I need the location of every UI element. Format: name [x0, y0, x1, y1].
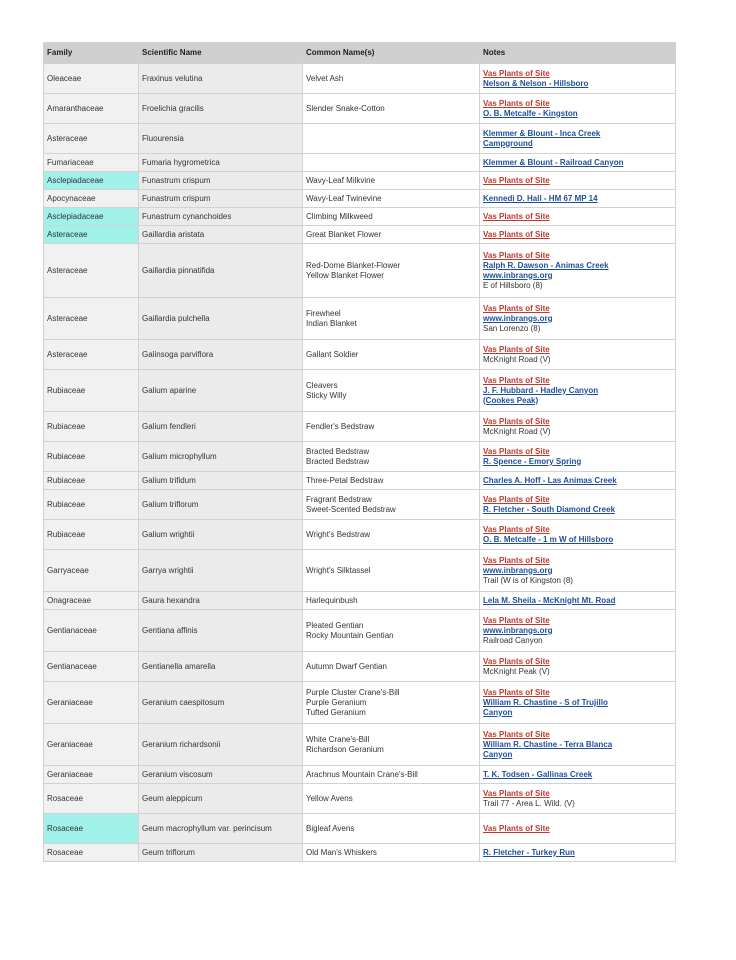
note-link[interactable]: Vas Plants of Site	[483, 788, 550, 798]
cell-family: Fumariaceae	[44, 154, 139, 172]
note-link[interactable]: William R. Chastine - Terra Blanca	[483, 739, 613, 749]
table-row	[44, 652, 676, 682]
cell-notes	[480, 652, 676, 682]
note-link[interactable]: Vas Plants of Site	[483, 494, 550, 504]
cell-notes	[480, 412, 676, 442]
cell-family: Asteraceae	[44, 226, 139, 244]
cell-common-names	[303, 814, 480, 844]
table-row	[44, 592, 676, 610]
cell-notes	[480, 172, 676, 190]
cell-family: Rubiaceae	[44, 442, 139, 472]
cell-scientific-name: Funastrum crispum	[139, 172, 303, 190]
cell-family: Gentianaceae	[44, 610, 139, 652]
cell-family: Asclepiadaceae	[44, 172, 139, 190]
common-name: Gallant Soldier	[306, 349, 359, 359]
cell-scientific-name: Geranium viscosum	[139, 766, 303, 784]
cell-scientific-name: Froelichia gracilis	[139, 94, 303, 124]
note-link[interactable]: Vas Plants of Site	[483, 175, 550, 185]
common-name: Wright's Silktassel	[306, 565, 371, 575]
plant-table	[43, 42, 676, 862]
cell-notes	[480, 784, 676, 814]
table-row	[44, 190, 676, 208]
note-link[interactable]: www.inbrangs.org	[483, 565, 553, 575]
note-link[interactable]: Vas Plants of Site	[483, 446, 550, 456]
note-link[interactable]: Vas Plants of Site	[483, 615, 550, 625]
plant-table-container	[43, 42, 675, 862]
cell-common-names	[303, 172, 480, 190]
note-link[interactable]: J. F. Hubbard - Hadley Canyon	[483, 385, 599, 395]
common-name: Climbing Milkweed	[306, 211, 373, 221]
note-link[interactable]: Charles A. Hoff - Las Animas Creek	[483, 475, 617, 485]
cell-scientific-name: Gaillardia pulchella	[139, 298, 303, 340]
note-text: Trail (W is of Kingston (8)	[483, 575, 573, 585]
table-row	[44, 412, 676, 442]
cell-scientific-name: Funastrum cynanchoides	[139, 208, 303, 226]
cell-scientific-name: Garrya wrightii	[139, 550, 303, 592]
common-name: Firewheel	[306, 308, 341, 318]
common-name: Yellow Blanket Flower	[306, 270, 384, 280]
cell-common-names	[303, 592, 480, 610]
header-notes: Notes	[480, 43, 676, 64]
cell-notes	[480, 226, 676, 244]
common-name: Cleavers	[306, 380, 338, 390]
table-row	[44, 172, 676, 190]
common-name: Wavy-Leaf Milkvine	[306, 175, 376, 185]
table-row	[44, 298, 676, 340]
cell-common-names	[303, 124, 480, 154]
cell-notes	[480, 94, 676, 124]
cell-family: Amaranthaceae	[44, 94, 139, 124]
note-link[interactable]: Vas Plants of Site	[483, 656, 550, 666]
note-link[interactable]: O. B. Metcalfe - 1 m W of Hillsboro	[483, 534, 614, 544]
common-name: Rocky Mountain Gentian	[306, 630, 394, 640]
common-name: Tufted Geranium	[306, 707, 366, 717]
cell-common-names	[303, 550, 480, 592]
note-link[interactable]: T. K. Todsen - Gallinas Creek	[483, 769, 593, 779]
note-link[interactable]: Klemmer & Blount - Inca Creek	[483, 128, 601, 138]
cell-family: Geraniaceae	[44, 766, 139, 784]
table-row	[44, 244, 676, 298]
common-name: Fendler's Bedstraw	[306, 421, 375, 431]
cell-common-names	[303, 610, 480, 652]
note-link[interactable]: www.inbrangs.org	[483, 625, 553, 635]
cell-notes	[480, 208, 676, 226]
cell-family: Asteraceae	[44, 298, 139, 340]
cell-scientific-name: Gentiana affinis	[139, 610, 303, 652]
table-row	[44, 550, 676, 592]
cell-notes	[480, 490, 676, 520]
cell-common-names	[303, 724, 480, 766]
common-name: Indian Blanket	[306, 318, 357, 328]
common-name: Pleated Gentian	[306, 620, 364, 630]
cell-common-names	[303, 298, 480, 340]
cell-scientific-name: Galinsoga parviflora	[139, 340, 303, 370]
cell-family: Geraniaceae	[44, 682, 139, 724]
cell-scientific-name: Galium aparine	[139, 370, 303, 412]
note-link[interactable]: Klemmer & Blount - Railroad Canyon	[483, 157, 624, 167]
cell-common-names	[303, 652, 480, 682]
header-family: Family	[44, 43, 139, 64]
cell-notes	[480, 844, 676, 862]
cell-notes	[480, 298, 676, 340]
table-row	[44, 370, 676, 412]
table-row	[44, 724, 676, 766]
cell-common-names	[303, 244, 480, 298]
cell-notes	[480, 724, 676, 766]
common-name: Richardson Geranium	[306, 744, 384, 754]
note-link[interactable]: Vas Plants of Site	[483, 555, 550, 565]
note-link[interactable]: Vas Plants of Site	[483, 375, 550, 385]
cell-scientific-name: Gaura hexandra	[139, 592, 303, 610]
cell-family: Rosaceae	[44, 784, 139, 814]
common-name: Old Man's Whiskers	[306, 847, 377, 857]
cell-notes	[480, 610, 676, 652]
cell-family: Geraniaceae	[44, 724, 139, 766]
cell-family: Asteraceae	[44, 244, 139, 298]
cell-family: Rosaceae	[44, 844, 139, 862]
table-row	[44, 472, 676, 490]
cell-scientific-name: Geum macrophyllum var. perincisum	[139, 814, 303, 844]
note-link[interactable]: Vas Plants of Site	[483, 729, 550, 739]
common-name: Purple Geranium	[306, 697, 367, 707]
common-name: Wright's Bedstraw	[306, 529, 371, 539]
cell-scientific-name: Galium wrightii	[139, 520, 303, 550]
note-text: McKnight Peak (V)	[483, 666, 550, 676]
cell-common-names	[303, 682, 480, 724]
note-link[interactable]: Vas Plants of Site	[483, 250, 550, 260]
table-row	[44, 610, 676, 652]
cell-family: Apocynaceae	[44, 190, 139, 208]
cell-common-names	[303, 208, 480, 226]
table-row	[44, 208, 676, 226]
cell-common-names	[303, 844, 480, 862]
note-link[interactable]: R. Fletcher - Turkey Run	[483, 847, 575, 857]
cell-family: Asteraceae	[44, 340, 139, 370]
cell-notes	[480, 472, 676, 490]
note-text: San Lorenzo (8)	[483, 323, 541, 333]
cell-notes	[480, 814, 676, 844]
cell-notes	[480, 124, 676, 154]
cell-notes	[480, 64, 676, 94]
cell-scientific-name: Gentianella amarella	[139, 652, 303, 682]
cell-family: Garryaceae	[44, 550, 139, 592]
cell-family: Asclepiadaceae	[44, 208, 139, 226]
cell-scientific-name: Geum triflorum	[139, 844, 303, 862]
cell-scientific-name: Galium microphyllum	[139, 442, 303, 472]
note-link[interactable]: Vas Plants of Site	[483, 823, 550, 833]
cell-common-names	[303, 154, 480, 172]
cell-family: Rubiaceae	[44, 472, 139, 490]
cell-family: Rubiaceae	[44, 412, 139, 442]
note-text: McKnight Road (V)	[483, 426, 551, 436]
common-name: Arachnus Mountain Crane's-Bill	[306, 769, 418, 779]
cell-family: Rubiaceae	[44, 520, 139, 550]
cell-notes	[480, 550, 676, 592]
cell-family: Asteraceae	[44, 124, 139, 154]
cell-common-names	[303, 370, 480, 412]
table-row	[44, 124, 676, 154]
common-name: Great Blanket Flower	[306, 229, 382, 239]
cell-notes	[480, 244, 676, 298]
note-link[interactable]: R. Fletcher - South Diamond Creek	[483, 504, 616, 514]
table-row	[44, 154, 676, 172]
cell-scientific-name: Gaillardia pinnatifida	[139, 244, 303, 298]
note-link[interactable]: Vas Plants of Site	[483, 303, 550, 313]
note-link[interactable]: Nelson & Nelson - Hillsboro	[483, 78, 589, 88]
cell-common-names	[303, 64, 480, 94]
note-link[interactable]: Vas Plants of Site	[483, 68, 550, 78]
note-link[interactable]: Vas Plants of Site	[483, 98, 550, 108]
note-link[interactable]: Vas Plants of Site	[483, 229, 550, 239]
cell-common-names	[303, 472, 480, 490]
cell-common-names	[303, 190, 480, 208]
note-text: McKnight Road (V)	[483, 354, 551, 364]
cell-scientific-name: Fluourensia	[139, 124, 303, 154]
cell-scientific-name: Geranium richardsonii	[139, 724, 303, 766]
cell-family: Gentianaceae	[44, 652, 139, 682]
cell-family: Rubiaceae	[44, 370, 139, 412]
common-name: Harlequinbush	[306, 595, 358, 605]
note-link[interactable]: Vas Plants of Site	[483, 687, 550, 697]
cell-scientific-name: Galium triflorum	[139, 490, 303, 520]
cell-scientific-name: Galium fendleri	[139, 412, 303, 442]
cell-scientific-name: Funastrum crispum	[139, 190, 303, 208]
common-name: Autumn Dwarf Gentian	[306, 661, 387, 671]
cell-scientific-name: Fraxinus velutina	[139, 64, 303, 94]
cell-notes	[480, 520, 676, 550]
cell-notes	[480, 682, 676, 724]
cell-common-names	[303, 490, 480, 520]
table-row	[44, 94, 676, 124]
common-name: Sticky Willy	[306, 390, 347, 400]
cell-common-names	[303, 766, 480, 784]
cell-scientific-name: Geranium caespitosum	[139, 682, 303, 724]
cell-common-names	[303, 340, 480, 370]
common-name: Wavy-Leaf Twinevine	[306, 193, 382, 203]
common-name: Slender Snake-Cotton	[306, 103, 385, 113]
note-link[interactable]: O. B. Metcalfe - Kingston	[483, 108, 578, 118]
cell-common-names	[303, 442, 480, 472]
note-link[interactable]: Vas Plants of Site	[483, 344, 550, 354]
note-text: E of Hillsboro (8)	[483, 280, 543, 290]
note-link[interactable]: www.inbrangs.org	[483, 313, 553, 323]
cell-scientific-name: Fumaria hygrometrica	[139, 154, 303, 172]
common-name: Bigleaf Avens	[306, 823, 355, 833]
note-link[interactable]: William R. Chastine - S of Trujillo	[483, 697, 608, 707]
note-link[interactable]: R. Spence - Emory Spring	[483, 456, 582, 466]
table-row	[44, 226, 676, 244]
note-text: Trail 77 - Area L. Wild. (V)	[483, 798, 575, 808]
cell-notes	[480, 370, 676, 412]
note-link[interactable]: Campground	[483, 138, 533, 148]
note-link[interactable]: Lela M. Sheila - McKnight Mt. Road	[483, 595, 616, 605]
cell-common-names	[303, 94, 480, 124]
cell-common-names	[303, 784, 480, 814]
table-row	[44, 520, 676, 550]
cell-scientific-name: Geum aleppicum	[139, 784, 303, 814]
note-link[interactable]: Vas Plants of Site	[483, 416, 550, 426]
table-body	[44, 64, 676, 862]
common-name: Velvet Ash	[306, 73, 344, 83]
note-link[interactable]: Vas Plants of Site	[483, 211, 550, 221]
common-name: Fragrant Bedstraw	[306, 494, 372, 504]
cell-common-names	[303, 226, 480, 244]
cell-notes	[480, 766, 676, 784]
table-row	[44, 442, 676, 472]
cell-notes	[480, 442, 676, 472]
table-row	[44, 766, 676, 784]
note-link[interactable]: Ralph R. Dawson - Animas Creek	[483, 260, 609, 270]
common-name: Yellow Avens	[306, 793, 353, 803]
table-row	[44, 682, 676, 724]
header-scientific-name: Scientific Name	[139, 43, 303, 64]
common-name: Three-Petal Bedstraw	[306, 475, 384, 485]
table-row	[44, 784, 676, 814]
cell-family: Oleaceae	[44, 64, 139, 94]
table-row	[44, 490, 676, 520]
cell-common-names	[303, 520, 480, 550]
note-link[interactable]: www.inbrangs.org	[483, 270, 553, 280]
common-name: Purple Cluster Crane's-Bill	[306, 687, 400, 697]
note-link[interactable]: Vas Plants of Site	[483, 524, 550, 534]
cell-family: Rubiaceae	[44, 490, 139, 520]
note-link[interactable]: (Cookes Peak)	[483, 395, 539, 405]
table-row	[44, 340, 676, 370]
cell-notes	[480, 592, 676, 610]
table-row	[44, 844, 676, 862]
cell-family: Onagraceae	[44, 592, 139, 610]
note-link[interactable]: Canyon	[483, 749, 513, 759]
common-name: Bracted Bedstraw	[306, 446, 370, 456]
common-name: Red-Dome Blanket-Flower	[306, 260, 401, 270]
cell-notes	[480, 190, 676, 208]
cell-scientific-name: Gaillardia aristata	[139, 226, 303, 244]
common-name: Sweet-Scented Bedstraw	[306, 504, 396, 514]
table-row	[44, 814, 676, 844]
cell-notes	[480, 154, 676, 172]
table-row	[44, 64, 676, 94]
table-header-row	[44, 43, 676, 64]
cell-common-names	[303, 412, 480, 442]
cell-family: Rosaceae	[44, 814, 139, 844]
cell-scientific-name: Galium trifidum	[139, 472, 303, 490]
note-link[interactable]: Canyon	[483, 707, 513, 717]
common-name: Bracted Bedstraw	[306, 456, 370, 466]
note-text: Railroad Canyon	[483, 635, 543, 645]
note-link[interactable]: Kennedi D. Hall - HM 67 MP 14	[483, 193, 598, 203]
common-name: White Crane's-Bill	[306, 734, 370, 744]
header-common-names: Common Name(s)	[303, 43, 480, 64]
cell-notes	[480, 340, 676, 370]
